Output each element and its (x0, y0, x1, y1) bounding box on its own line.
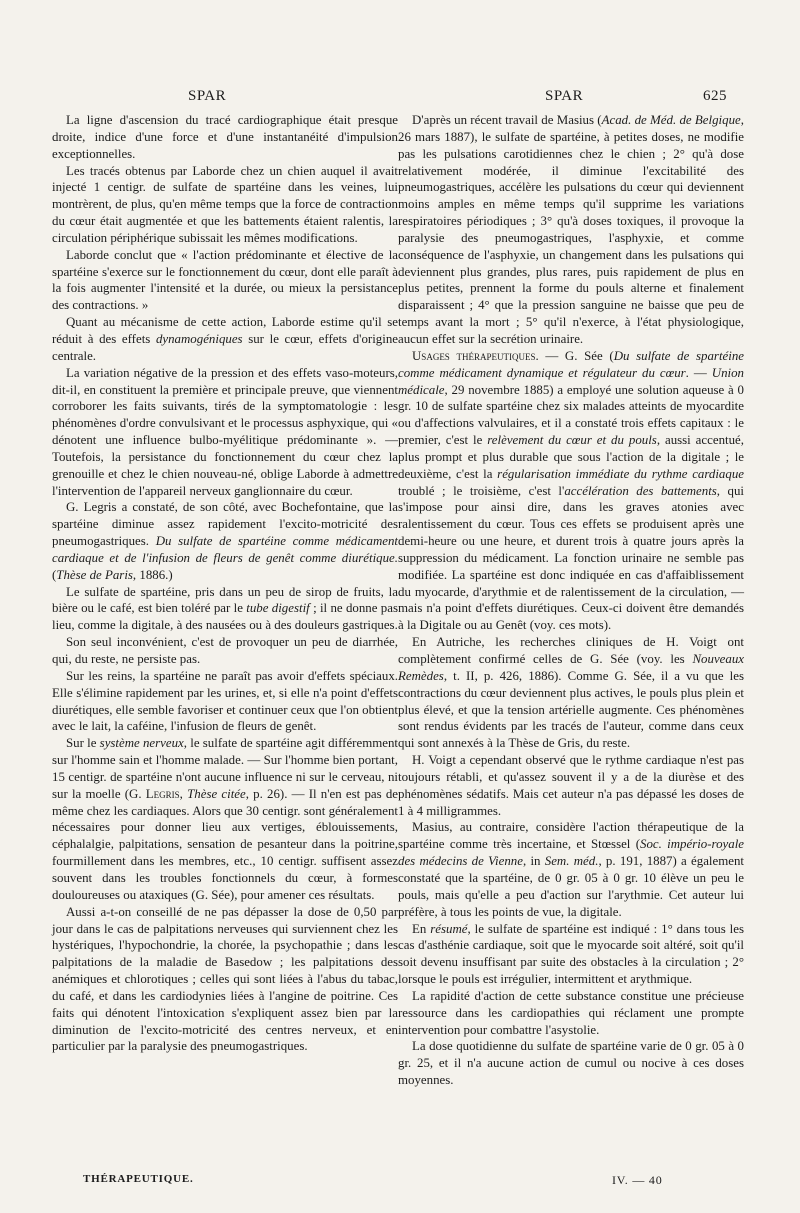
text-run: , 29 novembre 1885) a employé une solution aqueuse à 0 gr. 10 de sulfate spartéine chez six malades atteints de myocardite ou d'affections valvulaires, et il a constaté trois effets capitaux : le premier, c'est le (398, 382, 744, 448)
running-head-left: SPAR (188, 88, 227, 104)
paragraph (52, 735, 398, 903)
text-run: . — (685, 365, 712, 380)
italic-term: relèvement du cœur et du pouls (487, 433, 657, 448)
text-run: , le sulfate de spartéine est indiqué : 1° dans tous les cas d'asthénie cardiaque, soit que le myocarde soit altéré, soit qu'il soit devenu insuffisant par suite des obstacles à la circulation ; 2° lorsque le pouls est irrégulier, intermittent et arythmique. (398, 921, 744, 987)
text-run: , in (522, 854, 545, 869)
paragraph: La dose quotidienne du sulfate de spartéine varie de 0 gr. 05 à 0 gr. 25, et il n'a aucune action de cumul ou nocive à ces doses moyennes. (398, 1039, 744, 1088)
paragraph: Les tracés obtenus par Laborde chez un chien auquel il avait injecté 1 centigr. de sulfate de spartéine dans les veines, lui montrèrent, de plus, qu'en même temps que la force de contraction du cœur était augmentée et que les battements étaient ralentis, la circulation périphérique subissait les mêmes modifications. (52, 163, 398, 245)
text-run: Sur le (66, 736, 100, 751)
right-column (398, 112, 744, 1089)
work-title: Acad. de Méd. de Belgique (601, 113, 741, 127)
paragraph (52, 314, 398, 365)
text-run: , aussi accentué, plus prompt et plus durable que sous l'action de la digitale ; le deuxième, c'est la (398, 433, 744, 481)
left-column (52, 112, 398, 1055)
section-heading: Usages thérapeutiques (412, 348, 536, 363)
paragraph (398, 112, 744, 348)
work-title: Union médicale (398, 365, 744, 397)
text-run: D'après un récent travail de Masius ( (412, 113, 602, 127)
italic-term: système nerveux (99, 736, 184, 751)
paragraph: La ligne d'ascension du tracé cardiographique était presque droite, indice d'une force et d'une instantanéité d'impulsion exceptionnelles. (52, 113, 398, 161)
paragraph (398, 921, 744, 988)
italic-term: régularisation immédiate du rythme cardiaque (497, 466, 744, 481)
paragraph (52, 499, 398, 583)
paragraph: Laborde conclut que « l'action prédominante et élective de la spartéine s'exerce sur le fonctionnement du cœur, dont elle paraît à la fois augmenter l'intensité et la durée, ou mieux la persistance des contractions. » (52, 247, 398, 313)
page-number: 625 (703, 88, 727, 104)
text-run: , p. 191, 1887) a également constaté que la spartéine, de 0 gr. 05 à 0 gr. 10 élève un peu le pouls, mais qu'elle a peu d'action sur l'arythmie. Cet auteur lui préfère, à tous les points de vue, la digitale. (398, 854, 745, 919)
text-run: , 1886.) (132, 567, 173, 582)
text-run: Quant au mécanisme de cette action, Laborde estime qu'il se réduit à des effets (52, 315, 398, 346)
work-title: Du sulfate de spartéine comme médicament cardiaque et de l'infusion de fleurs de genêt comme diurétique. (52, 534, 399, 565)
text-run: , (179, 786, 188, 801)
work-title: Du sulfate de spartéine comme médicament dynamique et régulateur du cœur (398, 348, 744, 380)
text-run: ; il ne donne pas lieu, comme la digitale, à des nausées ou à des douleurs gastriques. (52, 601, 398, 633)
text-run: , qui s'impose pour ainsi dire, dans les graves atonies avec ralentissement du cœur. Tous ces effets se produisent après une demi-heure ou une heure, et durent trois à quatre jours après la suppression du médicament. La fonction urinaire ne semble pas modifiée. La spartéine est donc indiquée en cas d'affaiblissement du myocarde, d'arythmie et de ralentissement de la circulation, — mais n'a point d'effets diurétiques. Ceux-ci doivent être demandés à la Digitale ou au Genêt (voy. ces mots). (398, 483, 744, 633)
text-run: , 26 mars 1887), le sulfate de spartéine, à petites doses, ne modifie pas les pulsations carotidiennes chez le chien ; 2° qu'à dose relativement modérée, il diminue l'excitabilité des pneumogastriques, accélère les pulsations du cœur qui deviennent moins amples en même temps qu'il supprime les variations respiratoires périodiques ; 3° qu'à doses toxiques, il provoque la paralysie des pneumogastriques, l'asphyxie, et comme conséquence de l'asphyxie, un changement dans les pulsations qui deviennent plus grandes, plus rares, puis rapidement de plus en plus petites, prennent la forme du pouls alterne et finalement disparaissent ; 4° que la pression sanguine ne baisse que peu de temps avant la mort ; 5° qu'il n'exerce, à l'état physiologique, aucun effet sur la secrétion urinaire. (398, 113, 744, 346)
paragraph: Son seul inconvénient, c'est de provoquer un peu de diarrhée, qui, du reste, ne persiste pas. (52, 635, 398, 666)
paragraph: La rapidité d'action de cette substance constitue une précieuse ressource dans les cardiopathies qui réclament une prompte intervention pour combattre l'asystolie. (398, 988, 744, 1037)
paragraph: Sur les reins, la spartéine ne paraît pas avoir d'effets spéciaux. Elle s'élimine rapidement par les urines, et, si elle n'a point d'effets diurétiques, elle semble favoriser et continuer ceux que l'on obtient avec le lait, la caféine, l'infusion de fleurs de genêt. (52, 668, 398, 734)
running-head-right: SPAR (545, 88, 584, 104)
italic-term: résumé (430, 921, 468, 936)
sheet-mark: IV. — 40 (612, 1173, 663, 1187)
paragraph (398, 634, 744, 752)
work-title: Thèse de Paris (56, 567, 133, 582)
text-run: En (412, 921, 431, 936)
text-run: Le sulfate de spartéine, pris dans un peu de sirop de fruits, la bière ou le café, est bien toléré par le (52, 584, 398, 616)
italic-term: accélération des battements (564, 483, 717, 498)
text-run: . — G. Sée ( (535, 348, 614, 363)
text-run: En Autriche, les recherches cliniques de H. Voigt ont complètement confirmé celles de G. Sée (voy. les (398, 635, 744, 666)
paragraph (398, 819, 744, 920)
text-run: ( (52, 567, 57, 582)
text-run: Masius, au contraire, considère l'action thérapeutique de la spartéine comme très incertaine, et Stœssel ( (398, 820, 744, 852)
text-run: , le sulfate de spartéine agit différemment sur l'homme sain et l'homme malade. — Sur l'homme bien portant, 15 centigr. de spartéine n'ont aucune influence ni sur le cerveau, ni sur la moelle (G. (52, 736, 399, 801)
text-run: sur le cœur, effets d'origine centrale. (52, 331, 398, 363)
text-run: troublé ; le troisième, c'est l' (398, 483, 565, 498)
paragraph (398, 348, 744, 634)
work-title: Soc. império-royale des médecins de Vienne (398, 837, 744, 869)
paragraph: Aussi a-t-on conseillé de ne pas dépasser la dose de 0,50 par jour dans le cas de palpitations nerveuses qui surviennent chez les hystériques, l'hypochondrie, la chorée, la psychopathie ; dans les palpitations de la maladie de Basedow ; les palpitations des anémiques et chlorotiques ; celles qui sont liées à l'abus du tabac, du café, et dans les cardiodynies liées à l'angine de poitrine. Ces faits qui dénotent l'intoxication s'expliquent assez bien par la diminution de l'excito-motricité des centres nerveux, et en particulier par la paralysie des pneumogastriques. (52, 904, 398, 1054)
paragraph (52, 584, 398, 635)
paragraph: H. Voigt a cependant observé que le rythme cardiaque n'est pas toujours rétabli, et qu'assez souvent il y a de la diurèse et des phénomènes sédatifs. Mais cet auteur n'a pas dépassé les doses de 1 à 4 milligrammes. (398, 753, 744, 818)
paragraph: La variation négative de la pression et des effets vaso-moteurs, dit-il, en constituent la première et principale preuve, que viennent corroborer les faits suivants, tirés de la symptomatologie : les phénomènes d'ordre convulsivant et le processus asphyxique, qui « dénotent une influence bulbo-myélitique prédominante ». — Toutefois, la persistance du fonctionnement du cœur chez la grenouille et chez le chien nouveau-né, oblige Laborde à admettre l'intervention de l'appareil nerveux ganglionnaire du cœur. (52, 365, 398, 498)
italic-term: dynamogéniques (155, 331, 243, 346)
text-run: , p. 26). — Il n'en est pas de même chez les cardiaques. Alors que 30 centigr. sont généralement nécessaires pour donner lieu aux vertiges, éblouissements, céphalalgie, palpitations, sensation de pesanteur dans la poitrine, fourmillement dans les membres, etc., 10 centigr. suffisent assez souvent dans les troubles fonctionnels du cœur, à formes douloureuses ou ataxiques (G. Sée), pour amener ces résultats. (52, 786, 399, 902)
signature-mark: THÉRAPEUTIQUE. (83, 1173, 194, 1185)
author-name: Legris (145, 786, 180, 801)
italic-term: tube digestif (246, 601, 310, 616)
work-title: Nouveaux Remèdes (398, 652, 744, 683)
text-run: G. Legris a constaté, de son côté, avec Bochefontaine, que la spartéine diminue assez rapidement l'excito-motricité des pneumogastriques. (52, 500, 398, 549)
work-title: Sem. méd. (544, 854, 599, 869)
work-title: Thèse citée (187, 786, 246, 801)
text-run: , t. II, p. 426, 1886). Comme G. Sée, il a vu que les contractions du cœur deviennent plus actives, le pouls plus plein et plus élevé, et que la tension artérielle augmente. Ces phénomènes sont rendus évidents par les tracés de l'auteur, comme dans ceux qui sont annexés à la Thèse de Gris, du reste. (398, 668, 744, 751)
